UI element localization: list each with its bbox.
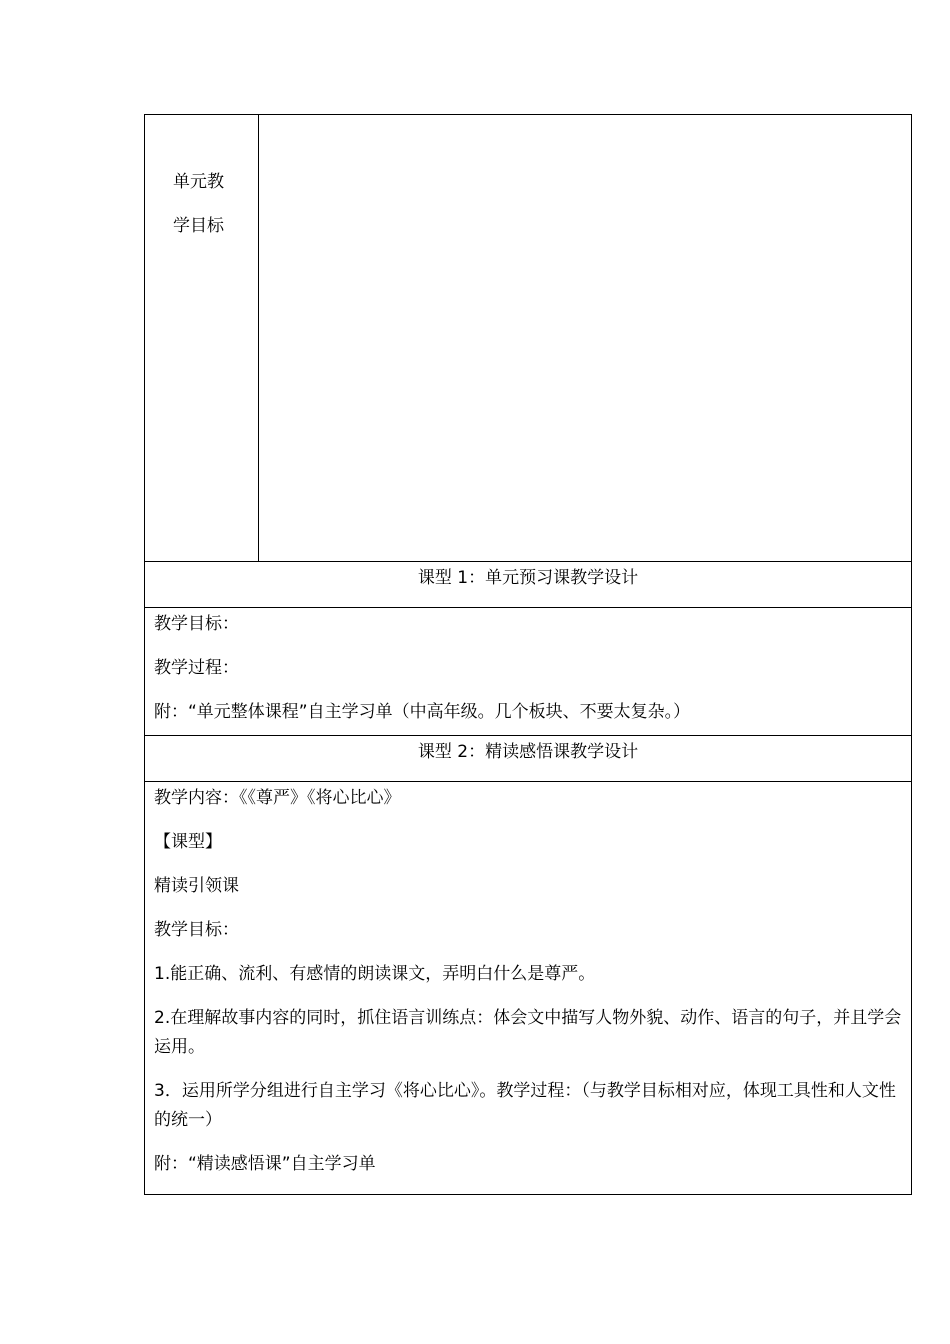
unit-goal-label-cell bbox=[145, 115, 259, 562]
section2-appendix: 附：“精读感悟课”自主学习单 bbox=[154, 1154, 376, 1174]
section1-header: 课型 1：单元预习课教学设计 bbox=[145, 562, 912, 608]
section2-goal-2: 2.在理解故事内容的同时，抓住语言训练点：体会文中描写人物外貌、动作、语言的句子，并且学会运用。 bbox=[154, 1008, 902, 1057]
section1-teaching-process: 教学过程： bbox=[154, 658, 239, 678]
section2-teaching-content: 教学内容：《《尊严》《将心比心》 bbox=[154, 788, 401, 808]
unit-goal-label-line1: 单元教 bbox=[173, 172, 224, 192]
section2-teaching-goal-heading: 教学目标： bbox=[154, 920, 239, 940]
section1-body bbox=[145, 608, 912, 736]
section2-body-row bbox=[145, 782, 912, 1195]
section2-header: 课型 2：精读感悟课教学设计 bbox=[145, 736, 912, 782]
unit-goal-label-line2: 学目标 bbox=[173, 216, 224, 236]
unit-goal-row bbox=[145, 115, 912, 562]
section2-body bbox=[145, 782, 912, 1195]
section2-lesson-type: 精读引领课 bbox=[154, 876, 239, 896]
lesson-plan-table bbox=[144, 114, 912, 1195]
unit-goal-content-cell bbox=[259, 115, 912, 562]
section1-body-row bbox=[145, 608, 912, 736]
unit-goal-label bbox=[145, 115, 258, 248]
section1-teaching-goal: 教学目标： bbox=[154, 614, 239, 634]
section1-header-row bbox=[145, 562, 912, 608]
section2-lesson-type-heading: 【课型】 bbox=[154, 832, 222, 852]
section2-header-row bbox=[145, 736, 912, 782]
section2-goal-1: 1.能正确、流利、有感情的朗读课文，弄明白什么是尊严。 bbox=[154, 964, 596, 984]
section2-goal-3: 3．运用所学分组进行自主学习《将心比心》。教学过程：（与教学目标相对应，体现工具性和人文性的统一） bbox=[154, 1081, 896, 1130]
section1-appendix: 附：“单元整体课程”自主学习单（中高年级。几个板块、不要太复杂。） bbox=[154, 702, 691, 722]
